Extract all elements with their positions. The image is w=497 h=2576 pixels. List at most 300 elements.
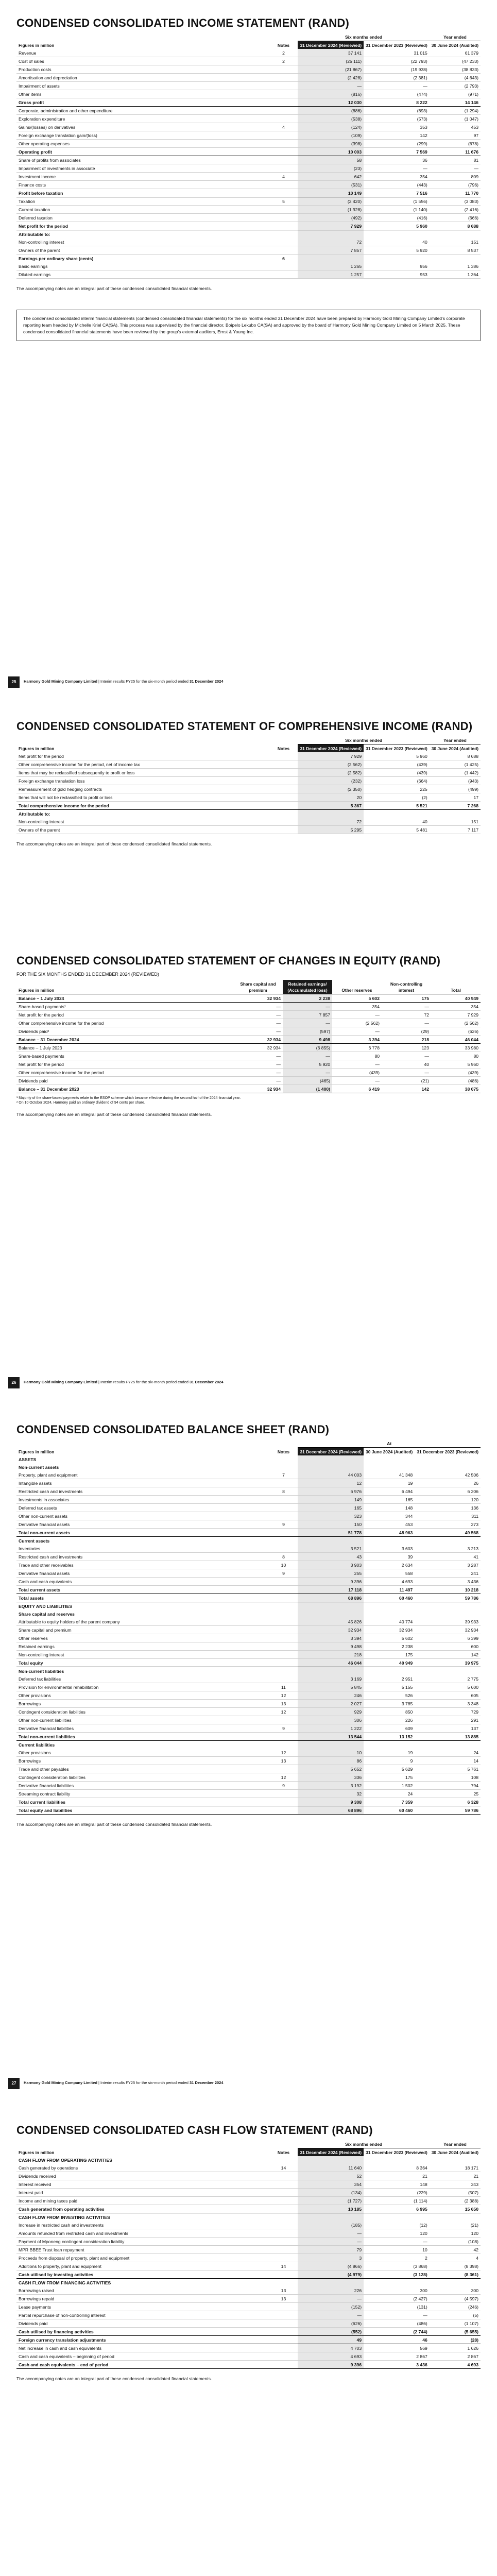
footer-company: Harmony Gold Mining Company Limited (24, 1380, 97, 1384)
row-note (269, 82, 298, 90)
table-row (16, 214, 481, 222)
row-value: (943) (430, 777, 481, 785)
column-header: 31 December 2024 (Reviewed) (298, 41, 364, 49)
row-value: 137 (415, 1724, 481, 1733)
row-value: 3 169 (298, 1675, 364, 1683)
footer-text (24, 679, 224, 684)
row-label: Interest received (16, 2180, 269, 2189)
row-note (269, 1733, 298, 1741)
row-label: Non-current assets (19, 1464, 59, 1470)
row-label: Total non-current liabilities (16, 1733, 269, 1741)
row-label: Share capital and premium (16, 1626, 269, 1634)
row-value: — (298, 2229, 364, 2238)
row-note: 11 (269, 1683, 298, 1691)
row-value: 7 569 (364, 148, 430, 156)
row-label: Derivative financial assets (16, 1520, 269, 1529)
table-row (16, 1561, 481, 1569)
row-value: (3 083) (430, 197, 481, 206)
table-row (16, 752, 481, 760)
row-value: 59 786 (415, 1594, 481, 1602)
table-row (16, 1667, 481, 1675)
row-label: Profit before taxation (16, 189, 269, 197)
row-value: (4 979) (298, 2270, 364, 2279)
row-value (364, 2279, 430, 2287)
row-note (269, 181, 298, 189)
row-label: Items that will not be reclassified to profit or loss (16, 793, 269, 802)
row-note (269, 238, 298, 246)
row-label: Deferred tax assets (16, 1504, 269, 1512)
row-note: 12 (269, 1691, 298, 1700)
table-row (16, 1529, 481, 1537)
row-value: 14 (415, 1757, 481, 1765)
row-value: (507) (430, 2189, 481, 2197)
figures-label: Figures in million (19, 2149, 55, 2155)
page-comprehensive-income (0, 703, 497, 846)
row-note (269, 793, 298, 802)
row-note (269, 262, 298, 270)
table-row (16, 1634, 481, 1642)
row-value: 61 379 (430, 49, 481, 57)
row-note: 12 (269, 1708, 298, 1716)
row-value: (2 416) (430, 206, 481, 214)
row-value (364, 1463, 415, 1471)
row-value: 9 396 (298, 1578, 364, 1586)
row-label: Other provisions (16, 1691, 269, 1700)
column-header: Share capital and premium (240, 981, 276, 993)
row-value: 86 (298, 1757, 364, 1765)
table-row (16, 107, 481, 115)
table-row (16, 1044, 481, 1052)
row-label: Increase in restricted cash and investments (16, 2221, 269, 2229)
table-row (16, 82, 481, 90)
row-value: 81 (430, 156, 481, 164)
row-value: 32 934 (233, 1036, 283, 1044)
row-value: (664) (364, 777, 430, 785)
row-value: (29) (382, 1027, 431, 1036)
table-row (16, 1790, 481, 1798)
row-label: Derivative financial liabilities (16, 1724, 269, 1733)
table-row (16, 181, 481, 189)
footer-text (24, 1380, 224, 1384)
row-value: (1 107) (430, 2319, 481, 2328)
row-value: 32 934 (364, 1626, 415, 1634)
row-value (298, 1463, 364, 1471)
notes-header: Notes (277, 42, 290, 48)
row-value: (439) (364, 760, 430, 769)
row-note (269, 1798, 298, 1806)
table-row (16, 246, 481, 255)
row-label: Dividends received (16, 2172, 269, 2180)
row-value: (5) (430, 2311, 481, 2319)
column-header: 30 June 2024 (Audited) (431, 745, 478, 751)
table-row (16, 2197, 481, 2205)
row-label: Foreign exchange translation loss (16, 777, 269, 785)
row-label: Cash utilised by financing activities (16, 2328, 269, 2336)
table-row (16, 1003, 481, 1011)
row-value: 58 (298, 156, 364, 164)
row-label: Dividends paid (16, 1077, 233, 1085)
row-value: 142 (415, 1651, 481, 1659)
row-value: 354 (364, 173, 430, 181)
row-value (298, 1667, 364, 1675)
row-note (269, 760, 298, 769)
row-value: 52 (298, 2172, 364, 2180)
row-value (364, 1602, 415, 1611)
table-row (16, 123, 481, 131)
row-value: 38 075 (431, 1085, 481, 1093)
row-value: (12) (364, 2221, 430, 2229)
table-row (16, 2180, 481, 2189)
row-value: 3 192 (298, 1782, 364, 1790)
table-row (16, 1708, 481, 1716)
row-value: 569 (364, 2344, 430, 2352)
row-value: 453 (430, 123, 481, 131)
row-note (269, 2180, 298, 2189)
row-value: 850 (364, 1708, 415, 1716)
row-value: 72 (382, 1011, 431, 1019)
table-row (16, 1782, 481, 1790)
row-value: (2) (364, 793, 430, 802)
row-value: 10 (298, 1749, 364, 1757)
row-value: (2 582) (298, 769, 364, 777)
row-value: — (430, 164, 481, 173)
row-note (269, 2213, 298, 2222)
row-value: (21) (382, 1077, 431, 1085)
row-value: (666) (430, 214, 481, 222)
row-value: 46 (364, 2336, 430, 2344)
row-value: 33 980 (431, 1044, 481, 1052)
row-value: 13 885 (415, 1733, 481, 1741)
row-note: 4 (269, 123, 298, 131)
column-header: 31 December 2023 (Reviewed) (366, 2149, 427, 2155)
row-note: 5 (269, 197, 298, 206)
row-value (298, 255, 364, 263)
row-value: (2 427) (364, 2295, 430, 2303)
row-label: CASH FLOW FROM OPERATING ACTIVITIES (19, 2157, 112, 2163)
row-note (269, 2361, 298, 2369)
row-value: 5 481 (364, 826, 430, 834)
row-value: (2 350) (298, 785, 364, 793)
balance-sheet-table (16, 1439, 481, 1815)
row-value: 7 857 (283, 1011, 332, 1019)
row-value (364, 1667, 415, 1675)
row-value: (439) (332, 1069, 382, 1077)
row-label: Balance – 1 July 2023 (16, 1044, 233, 1052)
row-label: Deferred tax liabilities (16, 1675, 269, 1683)
row-label: Borrowings raised (16, 2286, 269, 2295)
table-row (16, 1496, 481, 1504)
row-value: (1 556) (364, 197, 430, 206)
row-value: (693) (364, 107, 430, 115)
row-label: Lease payments (16, 2303, 269, 2311)
row-note (269, 1675, 298, 1683)
table-row (16, 173, 481, 181)
table-row (16, 1036, 481, 1044)
row-value: 1 265 (298, 262, 364, 270)
row-value (298, 1602, 364, 1611)
row-value: (246) (430, 2303, 481, 2311)
row-value: (439) (364, 769, 430, 777)
row-value: (816) (298, 90, 364, 98)
row-value: 12 (298, 1479, 364, 1487)
row-value: 46 044 (298, 1659, 364, 1667)
row-label: Balance – 31 December 2024 (16, 1036, 233, 1044)
row-label: Net profit for the period (16, 1011, 233, 1019)
row-value: 354 (298, 2180, 364, 2189)
row-value: 600 (415, 1642, 481, 1651)
row-value: (971) (430, 90, 481, 98)
row-label: Cash generated by operations (16, 2164, 269, 2172)
equity-note-1: ¹ Majority of the share-based payments relate to the ESOP scheme which became effective during the second half of the 2024 financial year. (16, 1096, 241, 1100)
row-value: (185) (298, 2221, 364, 2229)
row-label: Net profit for the period (16, 222, 269, 230)
row-value: 11 676 (430, 148, 481, 156)
row-note (269, 74, 298, 82)
row-value: 218 (298, 1651, 364, 1659)
row-value: 175 (382, 994, 431, 1003)
income-rows (16, 49, 481, 279)
row-note (269, 107, 298, 115)
row-note (269, 2254, 298, 2262)
row-note (269, 98, 298, 107)
row-value: (2 428) (298, 74, 364, 82)
row-value: 10 149 (298, 189, 364, 197)
row-value: 5 602 (364, 1634, 415, 1642)
row-value: 7 857 (298, 246, 364, 255)
row-value: 2 951 (364, 1675, 415, 1683)
row-value: 526 (364, 1691, 415, 1700)
row-label: Production costs (16, 65, 269, 74)
row-value: 79 (298, 2246, 364, 2254)
row-label: Gross profit (16, 98, 269, 107)
row-note (269, 189, 298, 197)
row-value: 21 (364, 2172, 430, 2180)
row-value (298, 230, 364, 239)
table-row (16, 1651, 481, 1659)
row-value: 8 688 (430, 222, 481, 230)
row-value: (152) (298, 2303, 364, 2311)
row-label: Foreign exchange translation gain/(loss) (16, 131, 269, 140)
row-value: 8 688 (430, 752, 481, 760)
table-row (16, 140, 481, 148)
table-row (16, 2254, 481, 2262)
row-value: 4 693 (298, 2352, 364, 2361)
row-value (415, 1537, 481, 1545)
row-value: (398) (298, 140, 364, 148)
table-row (16, 1085, 481, 1093)
row-value: 3 903 (298, 1561, 364, 1569)
row-label: Current taxation (16, 206, 269, 214)
table-row (16, 131, 481, 140)
row-value: (552) (298, 2328, 364, 2336)
row-value: 956 (364, 262, 430, 270)
table-row (16, 270, 481, 279)
column-group-header: Six months ended (298, 736, 429, 744)
row-value: (1 400) (283, 1085, 332, 1093)
row-value: 72 (298, 238, 364, 246)
row-value: 241 (415, 1569, 481, 1578)
table-row (16, 1700, 481, 1708)
row-value: (6 855) (283, 1044, 332, 1052)
row-value: (3 868) (364, 2262, 430, 2270)
row-value: (486) (431, 1077, 481, 1085)
row-label: Owners of the parent (16, 826, 269, 834)
row-value: (2 562) (332, 1019, 382, 1027)
row-value: 7 929 (431, 1011, 481, 1019)
row-value: 120 (364, 2229, 430, 2238)
row-value (364, 1537, 415, 1545)
column-header: 31 December 2024 (Reviewed) (298, 744, 364, 753)
row-label: Items that may be reclassified subsequently to profit or loss (16, 769, 269, 777)
row-value: (2 744) (364, 2328, 430, 2336)
row-value: — (332, 1077, 382, 1085)
row-label: Dividends paid² (16, 1027, 233, 1036)
row-note (269, 2246, 298, 2254)
row-label: Current assets (19, 1538, 50, 1544)
row-label: Provision for environmental rehabilitation (16, 1683, 269, 1691)
row-label: Total non-current assets (16, 1529, 269, 1537)
table-row (16, 2205, 481, 2213)
row-value: 306 (298, 1716, 364, 1724)
row-note (269, 769, 298, 777)
row-value: (2 562) (298, 760, 364, 769)
row-value: — (298, 2295, 364, 2303)
row-value: 39 (364, 1553, 415, 1561)
row-value: (2 562) (431, 1019, 481, 1027)
row-note: 9 (269, 1724, 298, 1733)
table-row (16, 2344, 481, 2352)
row-note (269, 1651, 298, 1659)
column-header: 30 June 2024 (Audited) (431, 2149, 478, 2155)
row-value: — (364, 164, 430, 173)
row-value: 45 826 (298, 1618, 364, 1626)
balance-sheet-title: CONDENSED CONSOLIDATED BALANCE SHEET (RAND) (16, 1423, 330, 1436)
footer-date: 31 December 2024 (190, 679, 224, 684)
row-note (269, 140, 298, 148)
row-value: (499) (430, 785, 481, 793)
row-note (269, 222, 298, 230)
row-note (269, 1659, 298, 1667)
row-value: 123 (382, 1044, 431, 1052)
row-value: (21 867) (298, 65, 364, 74)
row-value: 226 (298, 2286, 364, 2295)
row-label: Non-current liabilities (19, 1668, 64, 1674)
row-value: 40 (364, 238, 430, 246)
table-row (16, 785, 481, 793)
table-row (16, 760, 481, 769)
row-label: Owners of the parent (16, 246, 269, 255)
row-note (269, 1586, 298, 1594)
row-value: (2 381) (364, 74, 430, 82)
row-value: 49 568 (415, 1529, 481, 1537)
row-value: — (283, 1069, 332, 1077)
row-label: CASH FLOW FROM FINANCING ACTIVITIES (19, 2280, 111, 2285)
row-value: (28) (430, 2336, 481, 2344)
table-row (16, 818, 481, 826)
row-value (298, 810, 364, 818)
row-value: 929 (298, 1708, 364, 1716)
row-value: 794 (415, 1782, 481, 1790)
row-value: 32 934 (233, 1085, 283, 1093)
row-value: (8 398) (430, 2262, 481, 2270)
row-value: — (298, 2311, 364, 2319)
footer-company: Harmony Gold Mining Company Limited (24, 679, 97, 684)
row-value: (886) (298, 107, 364, 115)
table-row (16, 769, 481, 777)
row-value: 10 218 (415, 1586, 481, 1594)
footnote: The accompanying notes are an integral part of these condensed consolidated financial statements. (16, 1822, 212, 1827)
row-value: 39 975 (415, 1659, 481, 1667)
row-label: Restricted cash and investments (16, 1553, 269, 1561)
row-note: 2 (269, 57, 298, 65)
row-label: Cash utilised by investing activities (16, 2270, 269, 2279)
table-row (16, 2295, 481, 2303)
table-row (16, 2213, 481, 2222)
table-row (16, 1659, 481, 1667)
row-value: (134) (298, 2189, 364, 2197)
table-row (16, 206, 481, 214)
row-value: 8 222 (364, 98, 430, 107)
row-label: Other comprehensive income for the period, net of income tax (16, 760, 269, 769)
row-value: 14 146 (430, 98, 481, 107)
row-value: 558 (364, 1569, 415, 1578)
table-row (16, 1463, 481, 1471)
row-value: — (298, 82, 364, 90)
table-row (16, 115, 481, 123)
row-label: Other operating expenses (16, 140, 269, 148)
table-row (16, 255, 481, 263)
row-value: 31 015 (364, 49, 430, 57)
row-value: 165 (364, 1496, 415, 1504)
table-row (16, 2262, 481, 2270)
page-changes-in-equity (0, 938, 497, 1117)
row-value: 453 (364, 1520, 415, 1529)
table-row (16, 238, 481, 246)
row-label: CASH FLOW FROM INVESTING ACTIVITIES (19, 2214, 110, 2220)
row-label: EQUITY AND LIABILITIES (19, 1603, 73, 1609)
table-row (16, 57, 481, 65)
column-header: Other reserves (341, 987, 372, 993)
table-row (16, 98, 481, 107)
table-row (16, 1618, 481, 1626)
row-value: 12 030 (298, 98, 364, 107)
row-label: Other reserves (16, 1634, 269, 1642)
column-group-header-year: Year ended (430, 2140, 481, 2148)
notes-header: Notes (277, 2149, 290, 2155)
table-row (16, 1520, 481, 1529)
row-value: (573) (364, 115, 430, 123)
row-label: Amortisation and depreciation (16, 74, 269, 82)
table-row (16, 2286, 481, 2295)
row-label: Total equity and liabilities (16, 1806, 269, 1815)
row-value: (538) (298, 115, 364, 123)
row-value: (4 597) (430, 2295, 481, 2303)
row-value: 3 436 (364, 2361, 430, 2369)
row-note (269, 1504, 298, 1512)
row-note (269, 1806, 298, 1815)
row-value: 7 929 (298, 222, 364, 230)
page-balance-sheet (0, 1406, 497, 1827)
row-note (269, 1578, 298, 1586)
comprehensive-income-table (16, 736, 481, 834)
row-note (269, 1602, 298, 1611)
row-note (269, 777, 298, 785)
row-value: 8 364 (364, 2164, 430, 2172)
row-value: 354 (332, 1003, 382, 1011)
row-note: 7 (269, 1471, 298, 1479)
row-value (364, 1741, 415, 1749)
row-note (269, 2319, 298, 2328)
